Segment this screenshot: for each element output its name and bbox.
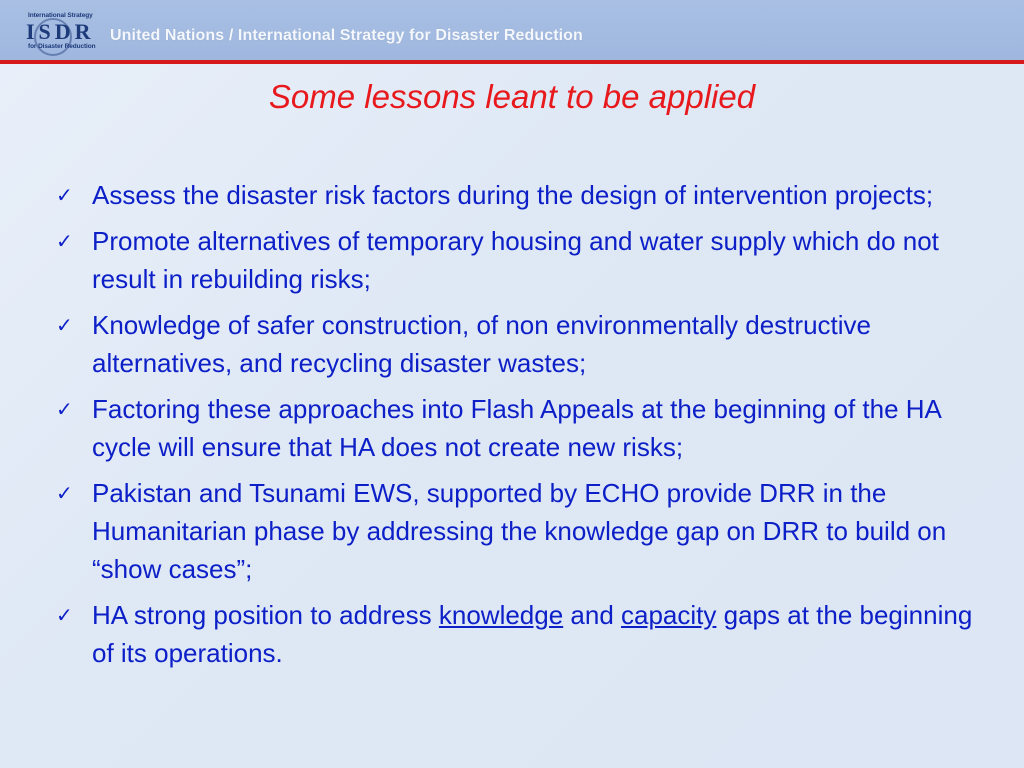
logo-main-text: ISDR — [26, 19, 95, 44]
underlined-capacity: capacity — [621, 600, 717, 630]
checkmark-icon: ✓ — [56, 603, 73, 627]
header-bar — [0, 0, 1024, 60]
bullet-item — [56, 596, 986, 672]
checkmark-icon: ✓ — [56, 229, 73, 253]
checkmark-icon: ✓ — [56, 183, 73, 207]
checkmark-icon: ✓ — [56, 313, 73, 337]
bullet-item — [56, 474, 986, 588]
checkmark-icon: ✓ — [56, 481, 73, 505]
bullet-text: Pakistan and Tsunami EWS, supported by ECHO provide DRR in the Humanitarian phase by addressing the knowledge gap on DRR to build on “show cases”; — [92, 478, 947, 584]
slide-title: Some lessons leant to be applied — [268, 78, 756, 115]
bullet-text: Assess the disaster risk factors during the design of intervention projects; — [92, 180, 934, 210]
header-title: United Nations / International Strategy for Disaster Reduction — [110, 27, 583, 44]
bullet-text-part: gaps at the beginning of its operations. — [92, 600, 973, 668]
checkmark-icon: ✓ — [56, 397, 73, 421]
bullet-item — [56, 176, 986, 214]
bullet-text: Factoring these approaches into Flash Appeals at the beginning of the HA cycle will ensure that HA does not create new risks; — [92, 394, 941, 462]
bullet-text: Knowledge of safer construction, of non environmentally destructive alternatives, and recycling disaster wastes; — [92, 310, 871, 378]
underlined-knowledge: knowledge — [438, 600, 564, 630]
isdr-logo — [22, 12, 102, 54]
bullet-item — [56, 306, 986, 382]
bullet-text: Promote alternatives of temporary housing and water supply which do not result in rebuilding risks; — [92, 226, 939, 294]
bullet-item — [56, 390, 986, 466]
header-divider — [0, 60, 1024, 64]
bullet-list — [56, 176, 986, 680]
bullet-text-part: HA strong position to address — [92, 600, 439, 630]
bullet-item — [56, 222, 986, 298]
logo-bottom-text: for Disaster Reduction — [28, 43, 96, 50]
logo-top-text: International Strategy — [28, 12, 93, 19]
bullet-text-part: and — [563, 600, 622, 630]
